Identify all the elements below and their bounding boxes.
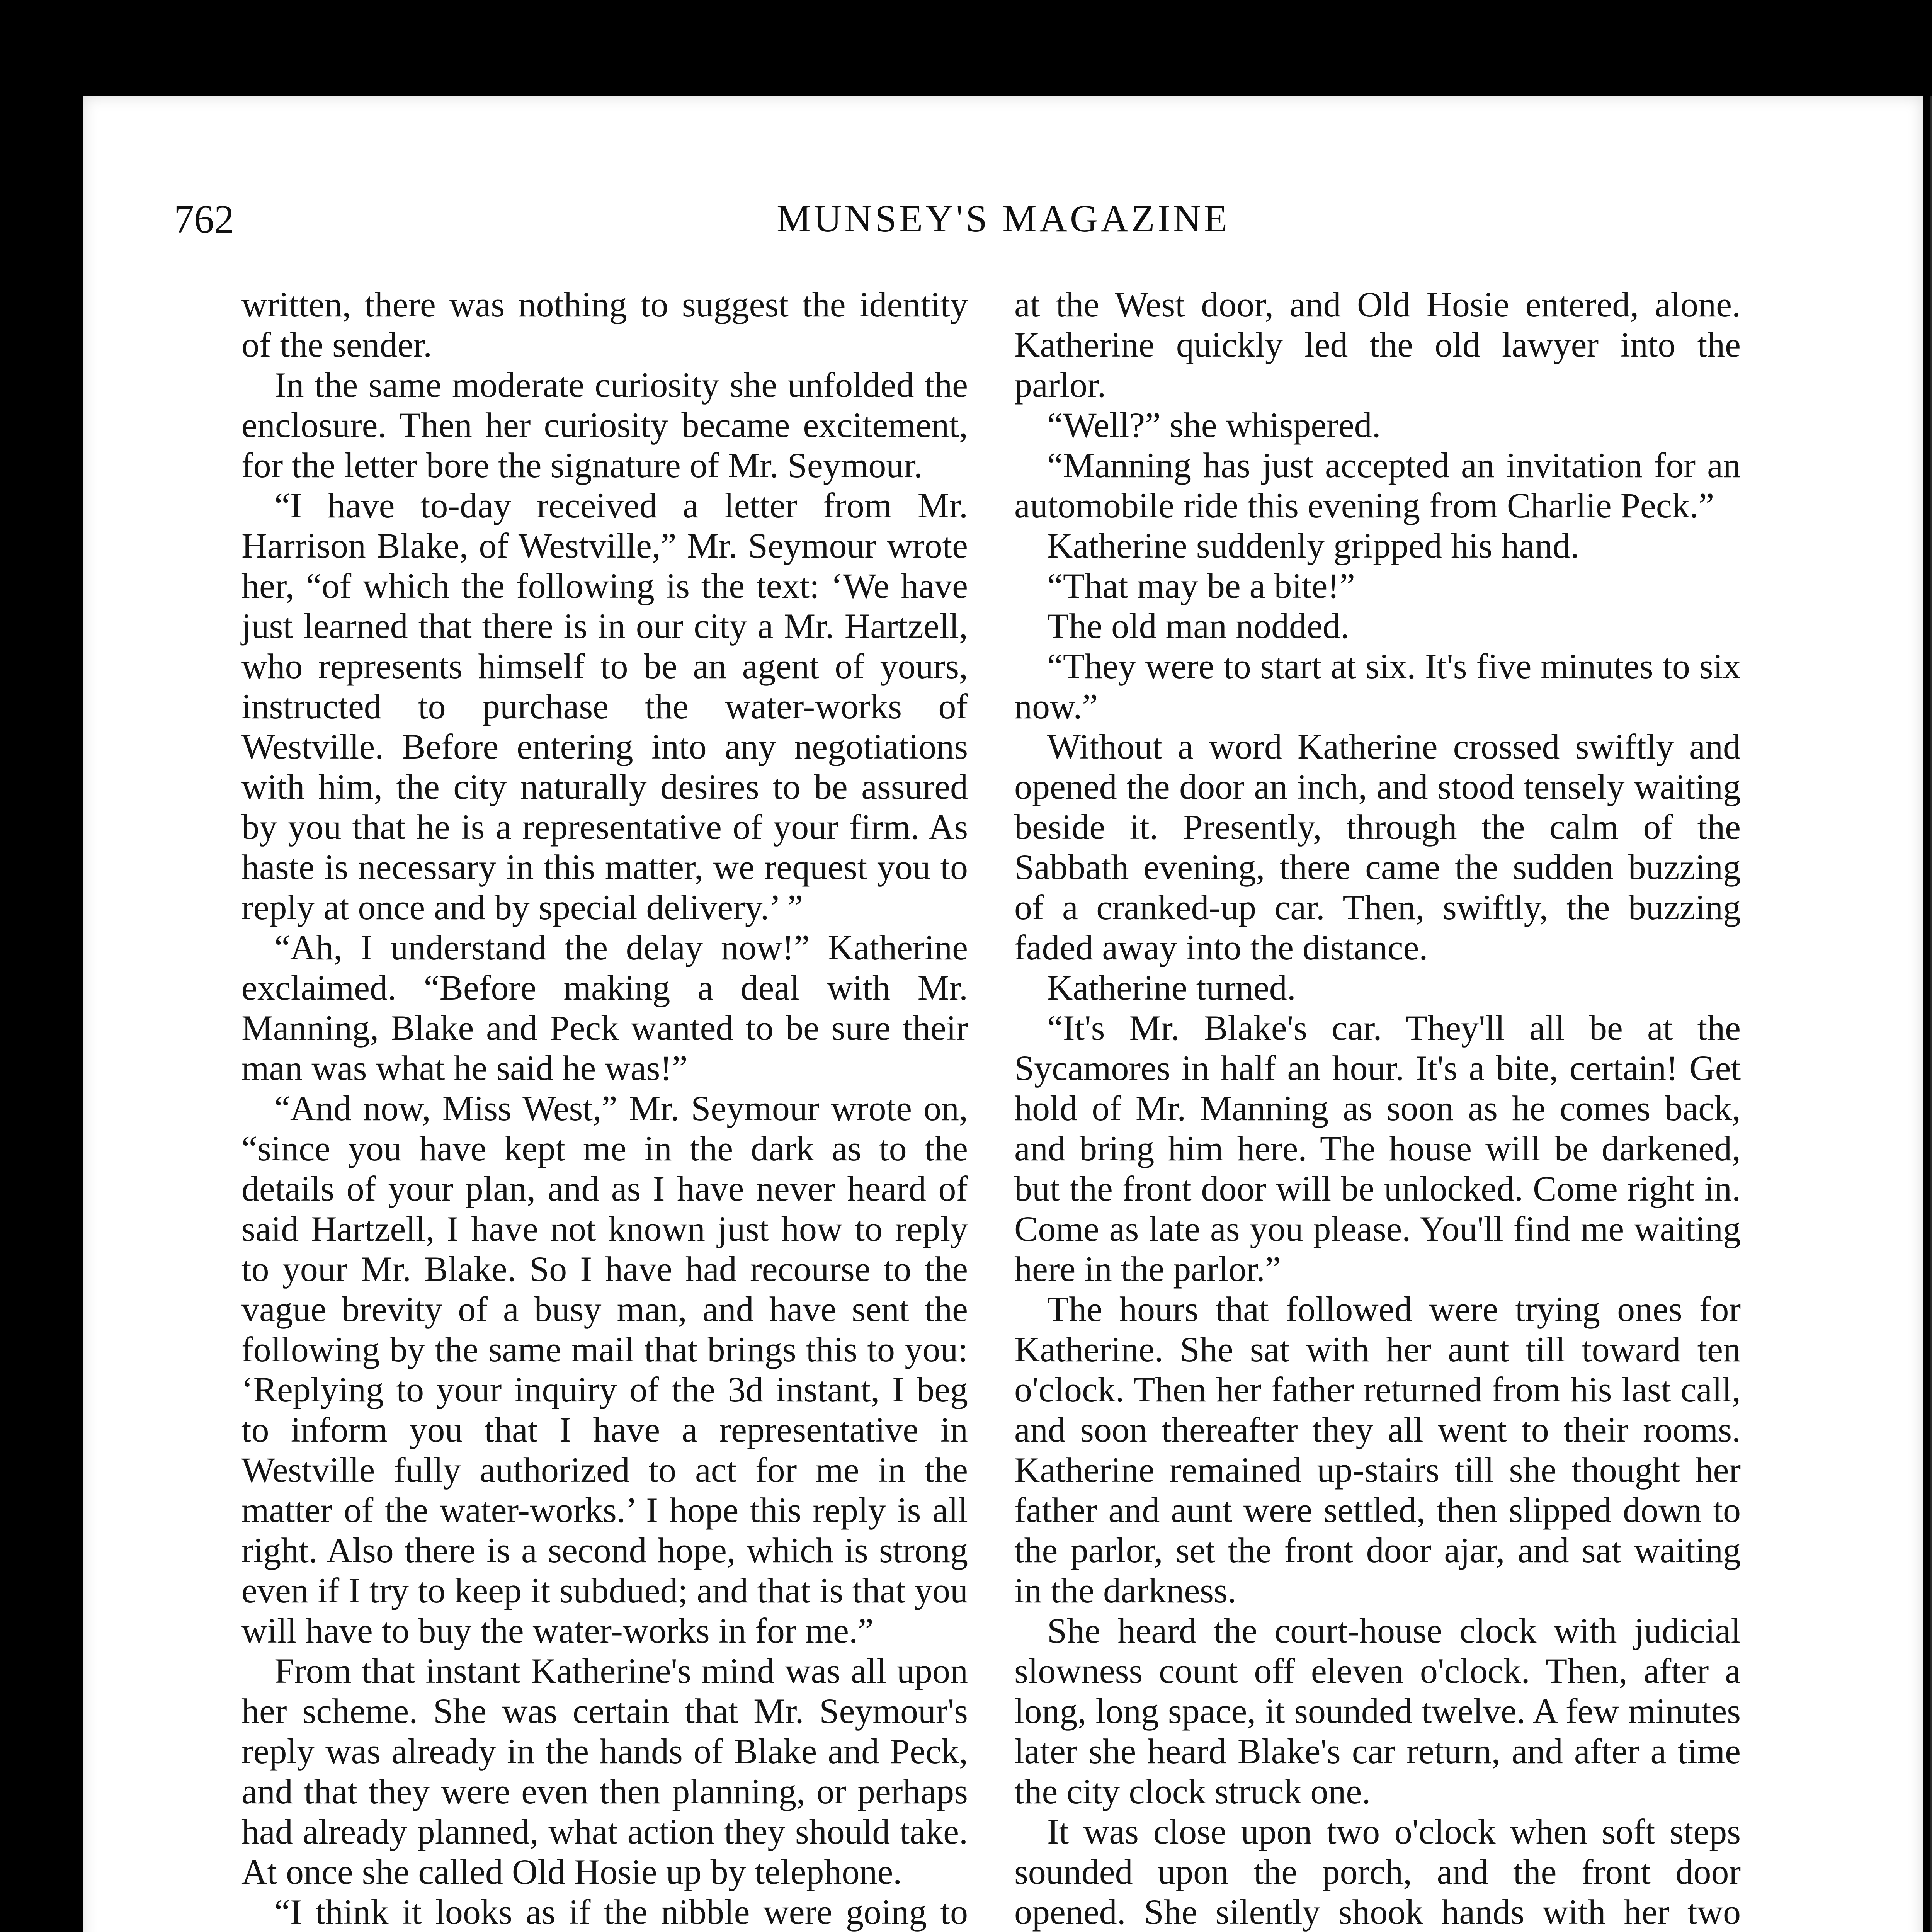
paragraph: From that instant Katherine's mind was all upon her scheme. She was certain that Mr. Seymour's reply was already in the hands of Blake and Peck, and that they were even then planning, or perhaps had already planned, what action they should take. At once she called Old Hosie up by telephone.	[242, 1651, 968, 1891]
paragraph: “That may be a bite!”	[1047, 566, 1355, 605]
paragraph: “Manning has just accepted an invitation for an automobile ride this evening from Charlie Peck.”	[1014, 446, 1741, 525]
paragraph: “I have to-day received a letter from Mr. Harrison Blake, of Westville,” Mr. Seymour wrote her, “of which the following is the text: ‘We have just learned that there is in our city a Mr. Hartzell, who represents himself to be an agent of yours, instructed to purchase the water-works of Westville. Before entering into any negotiations with him, the city naturally desires to be assured by you that he is a representative of your firm. As haste is necessary in this matter, we request you to reply at once and by special delivery.’ ”	[242, 486, 968, 927]
paragraph: The old man nodded.	[1047, 606, 1349, 646]
paragraph: at the West door, and Old Hosie entered, alone. Katherine quickly led the old lawyer into the parlor.	[1014, 285, 1741, 405]
paragraph: Without a word Katherine crossed swiftly and opened the door an inch, and stood tensely waiting beside it. Presently, through the calm of the Sabbath evening, there came the sudden buzzing of a cranked-up car. Then, swiftly, the buzzing faded away into the distance.	[1014, 727, 1741, 967]
paragraph: The hours that followed were trying ones for Katherine. She sat with her aunt till toward ten o'clock. Then her father returned from his last call, and soon thereafter they all went to their rooms. Katherine remained up-stairs till she thought her father and aunt were settled, then slipped down to the parlor, set the front door ajar, and sat waiting in the darkness.	[1014, 1289, 1741, 1610]
right-column	[1014, 284, 1741, 1932]
page-number: 762	[174, 197, 234, 242]
paragraph: “I think it looks as if the nibble were going to	[274, 1892, 968, 1932]
paragraph: “They were to start at six. It's five minutes to six now.”	[1014, 646, 1741, 726]
paragraph: In the same moderate curiosity she unfolded the enclosure. Then her curiosity became excitement, for the letter bore the signature of Mr. Seymour.	[242, 365, 968, 485]
paragraph: written, there was nothing to suggest the identity of the sender.	[242, 285, 968, 364]
paragraph: “And now, Miss West,” Mr. Seymour wrote on, “since you have kept me in the dark as to the details of your plan, and as I have never heard of said Hartzell, I have not known just how to reply to your Mr. Blake. So I have had recourse to the vague brevity of a busy man, and have sent the following by the same mail that brings this to you: ‘Replying to your inquiry of the 3d instant, I beg to inform you that I have a representative in Westville fully authorized to act for me in the matter of the water-works.’ I hope this reply is all right. Also there is a second hope, which is strong even if I try to keep it subdued; and that is that you will have to buy the water-works in for me.”	[242, 1088, 968, 1650]
paragraph: “It's Mr. Blake's car. They'll all be at the Sycamores in half an hour. It's a bite, certain! Get hold of Mr. Manning as soon as he comes back, and bring him here. The house will be darkened, but the front door will be unlocked. Come right in. Come as late as you please. You'll find me waiting here in the parlor.”	[1014, 1008, 1741, 1289]
running-head: MUNSEY'S MAGAZINE	[777, 197, 1230, 240]
paragraph: “Well?” she whispered.	[1047, 405, 1381, 445]
paragraph: It was close upon two o'clock when soft steps sounded upon the porch, and the front door opened. She silently shook hands with her two	[1014, 1812, 1741, 1932]
paragraph: She heard the court-house clock with judicial slowness count off eleven o'clock. Then, after a long, long space, it sounded twelve. A few minutes later she heard Blake's car return, and after a time the city clock struck one.	[1014, 1611, 1741, 1811]
paragraph: Katherine turned.	[1047, 968, 1296, 1007]
paragraph: “Ah, I understand the delay now!” Katherine exclaimed. “Before making a deal with Mr. Manning, Blake and Peck wanted to be sure their man was what he said he was!”	[242, 928, 968, 1088]
adjacent-page-edge	[1930, 96, 1932, 1932]
left-column	[242, 284, 968, 1932]
paragraph: Katherine suddenly gripped his hand.	[1047, 526, 1580, 565]
